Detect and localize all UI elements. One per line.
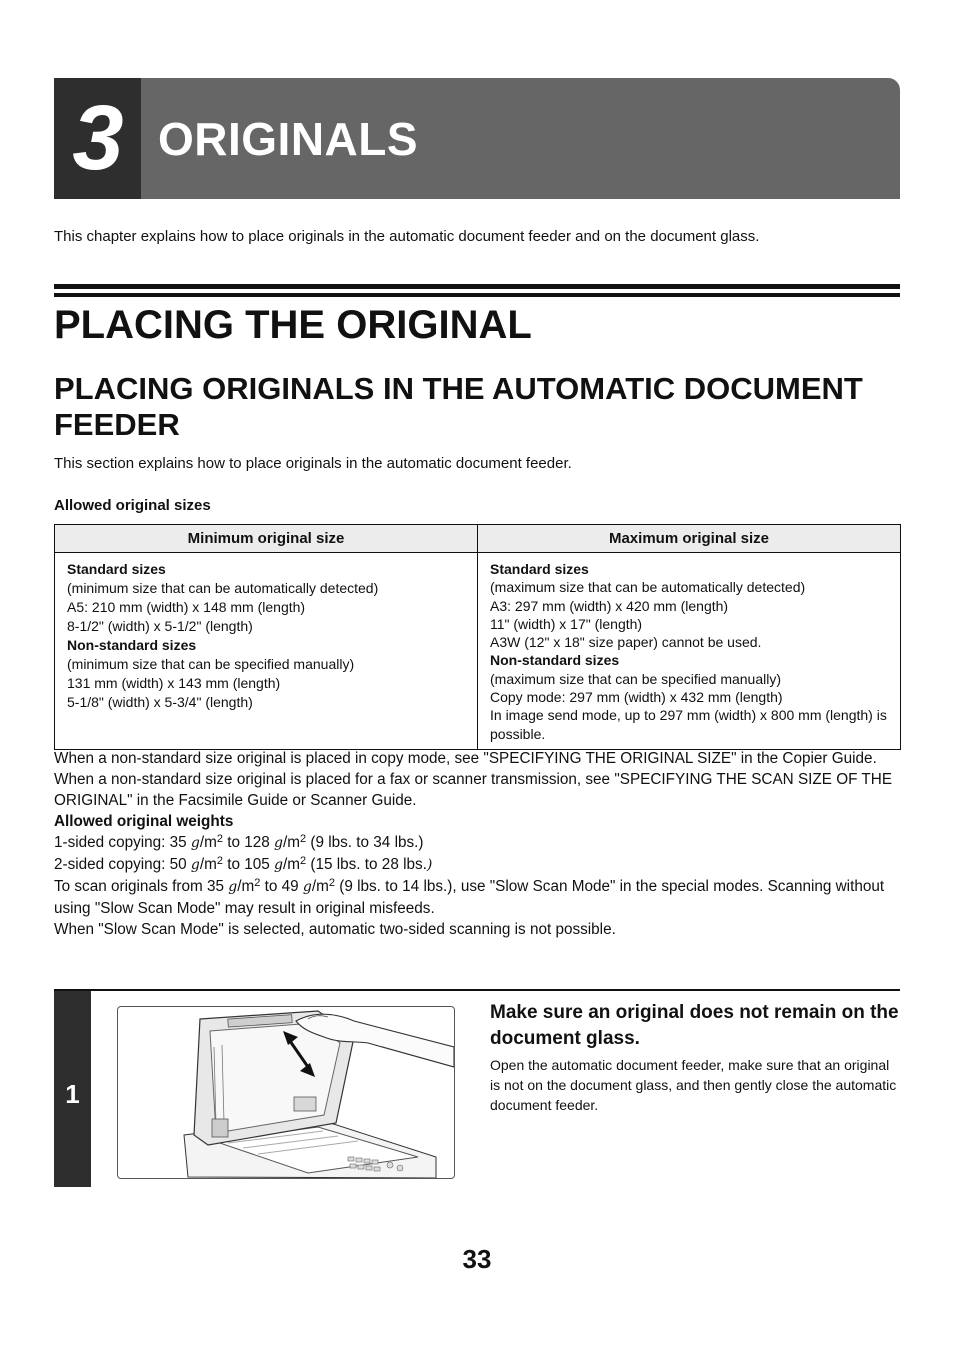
text: 1-sided copying: 35 — [54, 834, 191, 851]
unit-m: /m — [199, 856, 217, 873]
unit-g: g — [274, 857, 284, 873]
max-nonstandard-line: In image send mode, up to 297 mm (width) x 800 mm (length) is possible. — [490, 707, 887, 742]
note-fax-scan: When a non-standard size original is placed for a fax or scanner transmission, see "SPECIFYING THE SCAN SIZE OF THE ORIGINAL" in the Facsimile Guide or Scanner Guide. — [54, 771, 893, 809]
min-standard-line: 8-1/2" (width) x 5-1/2" (length) — [67, 618, 253, 634]
section-rule-thick — [54, 284, 900, 289]
text: 2-sided copying: 50 — [54, 856, 191, 873]
unit-g: g — [228, 879, 238, 895]
chapter-header — [54, 78, 900, 199]
min-nonstandard-line: (minimum size that can be specified manually) — [67, 656, 355, 672]
step-number: 1 — [65, 1079, 80, 1109]
feeder-illustration — [117, 1006, 455, 1179]
text: to 105 — [223, 856, 275, 873]
min-nonstandard-line: 131 mm (width) x 143 mm (length) — [67, 675, 281, 691]
text: (9 lbs. to 14 lbs.), use "Slow Scan Mode" in the special modes. Scanning without using "Slow Scan Mode" may result in original misfeeds. — [54, 878, 885, 917]
unit-sup: 2 — [216, 855, 224, 867]
max-nonstandard-heading: Non-standard sizes — [490, 652, 620, 669]
min-standard-heading: Standard sizes — [67, 561, 166, 577]
header-max: Maximum original size — [478, 525, 901, 553]
max-size-cell — [478, 553, 901, 750]
note-slow-two-sided: When "Slow Scan Mode" is selected, automatic two-sided scanning is not possible. — [54, 921, 616, 938]
unit-sup: 2 — [216, 833, 224, 845]
text: (9 lbs. to 34 lbs.) — [306, 834, 424, 851]
text: To scan originals from 35 — [54, 878, 229, 895]
text: to 128 — [223, 834, 275, 851]
header-min: Minimum original size — [55, 525, 478, 553]
unit-sup: 2 — [328, 877, 336, 889]
unit-g: g — [190, 857, 200, 873]
max-nonstandard-line: Copy mode: 297 mm (width) x 432 mm (length) — [490, 689, 783, 706]
table-header-row — [55, 525, 901, 553]
unit-m: /m — [283, 856, 301, 873]
text: ) — [426, 857, 433, 873]
section-rule-thin — [54, 293, 900, 297]
step-description: Open the automatic document feeder, make sure that an original is not on the document glass, and then gently close the automatic document feeder. — [490, 1057, 897, 1113]
step-title: Make sure an original does not remain on the document glass. — [490, 1002, 899, 1049]
unit-m: /m — [311, 878, 329, 895]
unit-sup: 2 — [300, 833, 307, 845]
unit-g: g — [190, 835, 200, 851]
section-title: PLACING THE ORIGINAL — [54, 303, 532, 347]
text: to 49 — [260, 878, 303, 895]
sizes-label: Allowed original sizes — [54, 497, 211, 514]
weight-one-sided — [54, 832, 904, 854]
chapter-number-box — [54, 78, 141, 199]
chapter-title: ORIGINALS — [158, 113, 419, 165]
note-slow-scan — [54, 876, 904, 919]
max-standard-line: (maximum size that can be automatically detected) — [490, 579, 806, 596]
weight-two-sided — [54, 854, 904, 876]
step-number-bar — [54, 991, 91, 1187]
unit-sup: 2 — [254, 877, 261, 889]
max-standard-line: A3W (12" x 18" size paper) cannot be used. — [490, 634, 762, 651]
weights-heading: Allowed original weights — [54, 813, 234, 830]
unit-sup: 2 — [300, 855, 307, 867]
chapter-number: 3 — [72, 87, 124, 189]
min-standard-line: (minimum size that can be automatically detected) — [67, 580, 379, 596]
max-standard-line: A3: 297 mm (width) x 420 mm (length) — [490, 597, 729, 614]
max-standard-line: 11" (width) x 17" (length) — [490, 615, 643, 632]
note-copy-mode: When a non-standard size original is placed in copy mode, see "SPECIFYING THE ORIGINAL SIZE" in the Copier Guide. — [54, 750, 877, 767]
max-standard-heading: Standard sizes — [490, 561, 589, 577]
chapter-intro: This chapter explains how to place originals in the automatic document feeder and on the document glass. — [54, 228, 760, 245]
unit-g: g — [302, 879, 312, 895]
notes-block — [54, 748, 904, 940]
min-standard-line: A5: 210 mm (width) x 148 mm (length) — [67, 599, 306, 615]
section-subtitle: PLACING ORIGINALS IN THE AUTOMATIC DOCUMENT FEEDER — [54, 371, 863, 442]
unit-m: /m — [199, 834, 217, 851]
min-nonstandard-heading: Non-standard sizes — [67, 637, 197, 653]
section-intro: This section explains how to place originals in the automatic document feeder. — [54, 455, 572, 472]
text: (15 lbs. to 28 lbs. — [306, 856, 427, 873]
max-nonstandard-line: (maximum size that can be specified manually) — [490, 670, 782, 687]
min-size-cell — [55, 553, 478, 750]
step-rule — [54, 989, 900, 991]
unit-m: /m — [283, 834, 301, 851]
unit-g: g — [274, 835, 284, 851]
page-number: 33 — [462, 1244, 492, 1274]
unit-m: /m — [237, 878, 255, 895]
copier-open-feeder-illustration — [118, 1007, 454, 1178]
min-nonstandard-line: 5-1/8" (width) x 5-3/4" (length) — [67, 694, 253, 710]
original-sizes-table — [54, 524, 901, 750]
table-row — [55, 553, 901, 750]
